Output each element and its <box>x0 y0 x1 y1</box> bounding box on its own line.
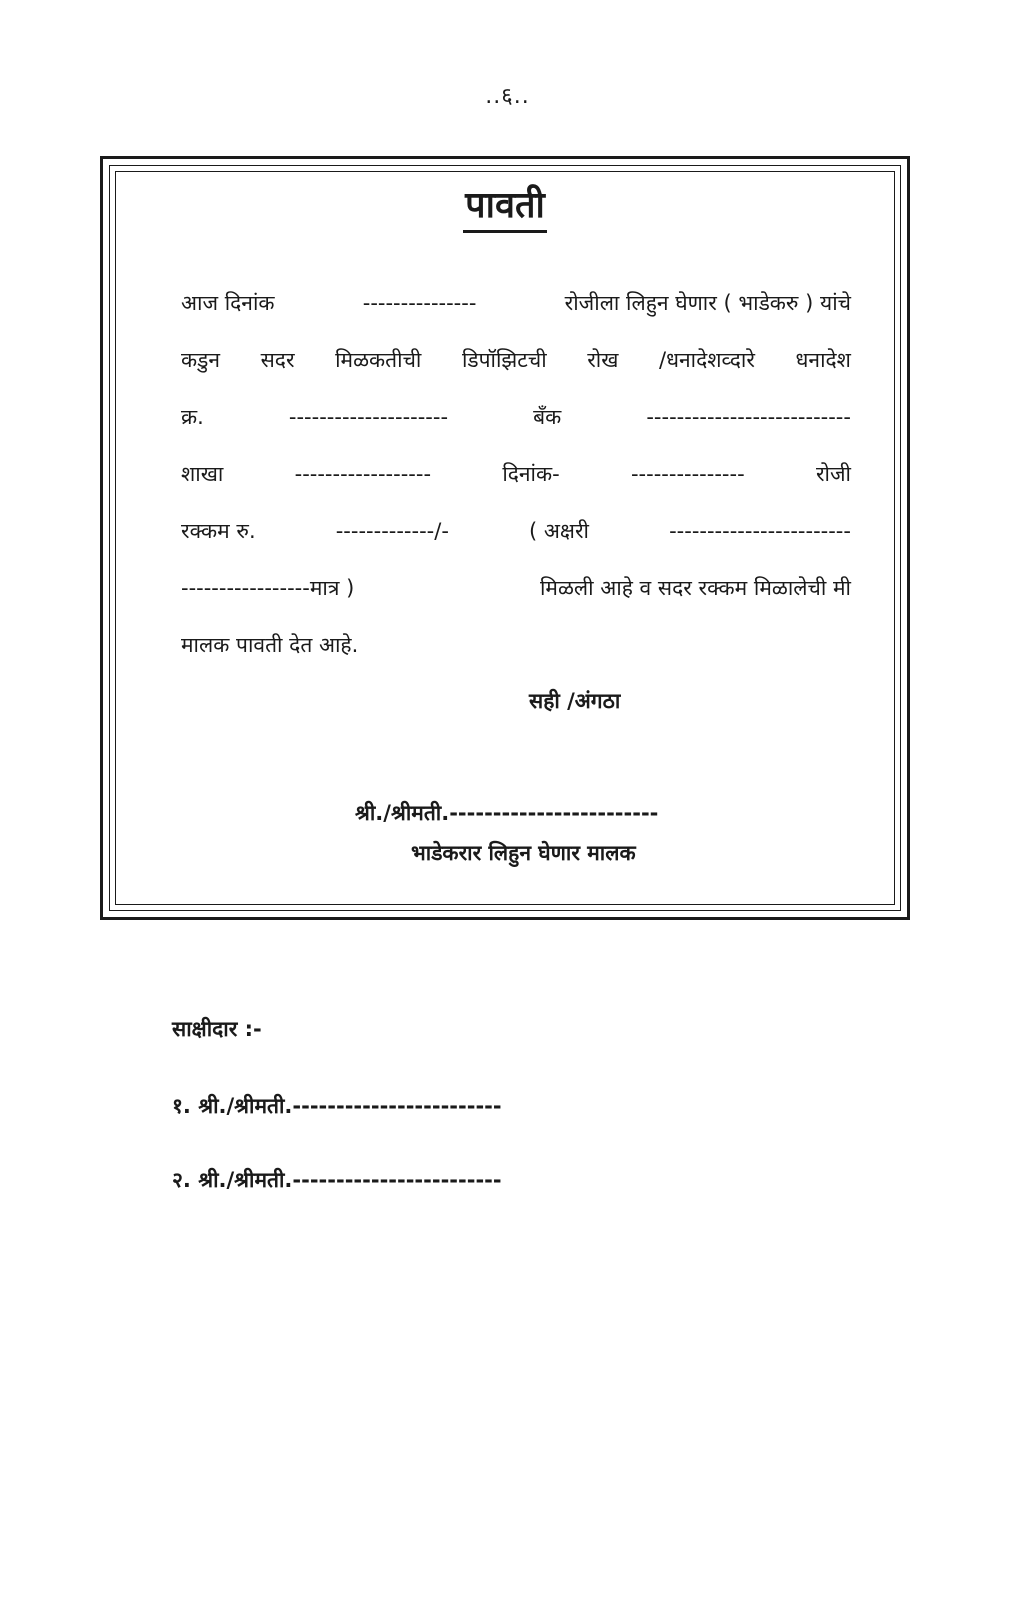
receipt-line-1: आज दिनांक --------------- रोजीला लिहुन घेणार ( भाडेकरु ) यांचे <box>181 291 851 315</box>
witness-line-2: २. श्री./श्रीमती.------------------------ <box>172 1168 502 1192</box>
witness-line-1: १. श्री./श्रीमती.------------------------ <box>172 1094 502 1118</box>
witness-heading: साक्षीदार :- <box>172 1017 262 1041</box>
signature-label: सही /अंगठा <box>529 689 621 713</box>
owner-caption: भाडेकरार लिहुन घेणार मालक <box>411 841 636 865</box>
receipt-line-2: कडुन सदर मिळकतीची डिपॉझिटची रोख /धनादेशव्दारे धनादेश <box>181 348 851 372</box>
receipt-line-6: -----------------मात्र ) मिळली आहे व सदर रक्कम मिळालेची मी <box>181 576 851 600</box>
owner-name-line: श्री./श्रीमती.------------------------ <box>355 801 659 825</box>
page-number: ..६.. <box>485 84 530 109</box>
receipt-line-7: मालक पावती देत आहे. <box>181 633 359 657</box>
receipt-line-4: शाखा ------------------ दिनांक- --------------- रोजी <box>181 462 851 486</box>
receipt-box <box>100 156 910 920</box>
receipt-title: पावती <box>103 179 907 228</box>
receipt-line-5: रक्कम रु. -------------/- ( अक्षरी ------------------------ <box>181 519 851 543</box>
receipt-line-3: क्र. --------------------- बँक --------------------------- <box>181 405 851 429</box>
